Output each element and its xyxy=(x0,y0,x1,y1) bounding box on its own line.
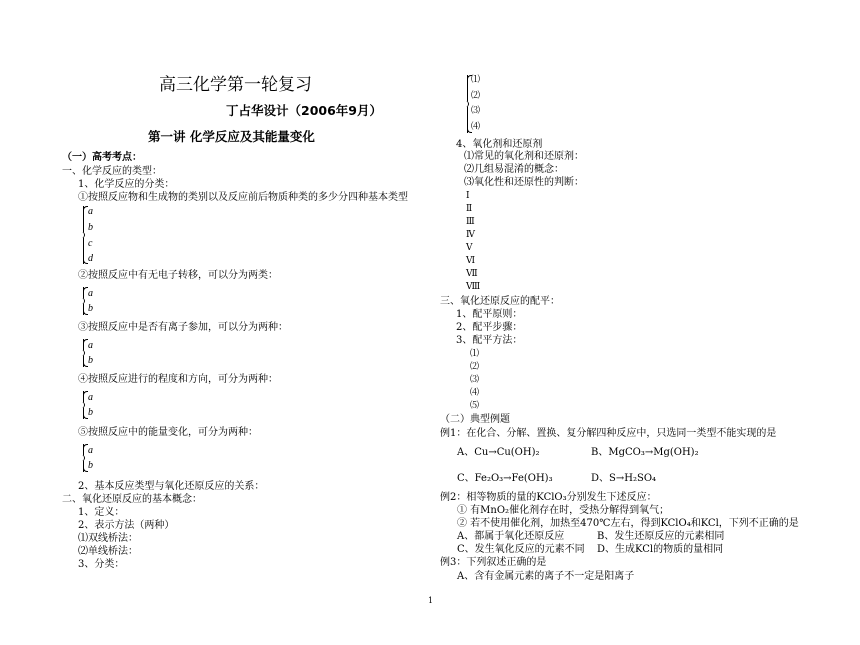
roman-5: Ⅴ xyxy=(466,243,473,253)
example-2-question: 例2：相等物质的量的KClO₃分别发生下述反应： xyxy=(440,492,657,503)
option-a: a xyxy=(88,288,93,299)
option-a: a xyxy=(88,340,93,351)
roman-7: Ⅶ xyxy=(466,269,478,279)
section-3-2: 2、配平步骤： xyxy=(456,322,523,333)
method-4: ⑷ xyxy=(470,388,480,398)
section-1-2: 2、基本反应类型与氧化还原反应的关系： xyxy=(78,481,265,492)
method-3: ⑶ xyxy=(470,375,480,385)
example-2-option-a: A、都属于氧化还原反应 xyxy=(457,531,565,542)
typical-examples-heading: （二）典型例题 xyxy=(440,414,510,425)
option-b: b xyxy=(88,460,93,471)
section-2-1: 1、定义： xyxy=(78,507,125,518)
example-3-question: 例3：下列叙述正确的是 xyxy=(440,557,547,568)
lecture-title: 第一讲 化学反应及其能量变化 xyxy=(148,129,315,144)
section-2-2: 2、表示方法（两种） xyxy=(78,520,175,531)
method-5: ⑸ xyxy=(470,401,480,411)
section-2-2b: ⑵单线桥法： xyxy=(78,546,138,557)
section-2-2a: ⑴双线桥法： xyxy=(78,533,138,544)
roman-2: Ⅱ xyxy=(466,204,473,214)
brace-classes xyxy=(467,75,468,133)
brace-c1 xyxy=(83,206,84,264)
method-2: ⑵ xyxy=(470,362,480,372)
example-1-option-d: D、S→H₂SO₄ xyxy=(591,473,657,484)
example-2-condition-1: ① 有MnO₂催化剂存在时，受热分解得到氧气； xyxy=(457,505,670,516)
classification-5: ⑤按照反应中的能量变化，可分为两种： xyxy=(78,427,258,438)
example-2-condition-2: ② 若不使用催化剂，加热至470℃左右，得到KClO₄和KCl，下列不正确的是 xyxy=(457,518,799,529)
page-title: 高三化学第一轮复习 xyxy=(159,75,312,95)
option-b: b xyxy=(88,355,93,366)
page-number: 1 xyxy=(428,596,434,605)
classification-1: ①按照反应物和生成物的类别以及反应前后物质种类的多少分四种基本类型 xyxy=(78,192,408,203)
brace-c4 xyxy=(83,391,84,419)
page-subtitle: 丁占华设计（2006年9月） xyxy=(226,103,382,118)
roman-8: Ⅷ xyxy=(466,282,481,292)
example-3-option-a: A、含有金属元素的离子不一定是阳离子 xyxy=(457,571,635,582)
class-1: ⑴ xyxy=(471,75,481,85)
brace-c2 xyxy=(83,287,84,315)
section-3-heading: 三、氧化还原反应的配平： xyxy=(440,296,560,307)
example-1-option-b: B、MgCO₃→Mg(OH)₂ xyxy=(591,447,699,458)
option-d: d xyxy=(88,253,93,264)
section-2-4-2: ⑵几组易混淆的概念： xyxy=(464,164,564,175)
brace-c3 xyxy=(83,339,84,367)
section-2-4-3: ⑶氧化性和还原性的判断： xyxy=(464,177,584,188)
option-a: a xyxy=(88,392,93,403)
class-2: ⑵ xyxy=(471,91,481,101)
section-2-4: 4、氧化剂和还原剂 xyxy=(456,139,543,150)
roman-6: Ⅵ xyxy=(466,256,476,266)
exam-points-heading: （一）高考考点： xyxy=(62,152,142,163)
method-1: ⑴ xyxy=(470,349,480,359)
example-1-question: 例1：在化合、分解、置换、复分解四种反应中，只选同一类型不能实现的是 xyxy=(440,428,777,439)
section-2-heading: 二、氧化还原反应的基本概念： xyxy=(62,494,202,505)
option-a: a xyxy=(88,445,93,456)
section-3-1: 1、配平原则： xyxy=(456,309,523,320)
classification-4: ④按照反应进行的程度和方向，可分为两种： xyxy=(78,374,278,385)
example-1-option-a: A、Cu→Cu(OH)₂ xyxy=(457,447,540,458)
section-3-3: 3、配平方法： xyxy=(456,335,523,346)
roman-1: Ⅰ xyxy=(466,191,470,201)
example-2-option-c: C、发生氧化反应的元素不同 xyxy=(457,544,585,555)
section-1-heading: 一、化学反应的类型： xyxy=(62,166,162,177)
option-b: b xyxy=(88,407,93,418)
class-3: ⑶ xyxy=(471,106,481,116)
class-4: ⑷ xyxy=(471,122,481,132)
option-c: c xyxy=(88,238,93,249)
brace-c5 xyxy=(83,444,84,472)
roman-3: Ⅲ xyxy=(466,217,475,227)
option-b: b xyxy=(88,303,93,314)
roman-4: Ⅳ xyxy=(466,230,475,240)
option-b: b xyxy=(88,222,93,233)
section-2-4-1: ⑴常见的氧化剂和还原剂： xyxy=(464,151,584,162)
example-1-option-c: C、Fe₂O₃→Fe(OH)₃ xyxy=(457,473,553,484)
section-2-3: 3、分类： xyxy=(78,559,125,570)
classification-2: ②按照反应中有无电子转移，可以分为两类： xyxy=(78,270,278,281)
option-a: a xyxy=(88,206,93,217)
classification-3: ③按照反应中是否有离子参加，可以分为两种： xyxy=(78,322,288,333)
example-2-option-b: B、发生还原反应的元素相同 xyxy=(597,531,725,542)
section-1-1: 1、化学反应的分类： xyxy=(78,179,175,190)
example-2-option-d: D、生成KCl的物质的量相同 xyxy=(597,544,724,555)
